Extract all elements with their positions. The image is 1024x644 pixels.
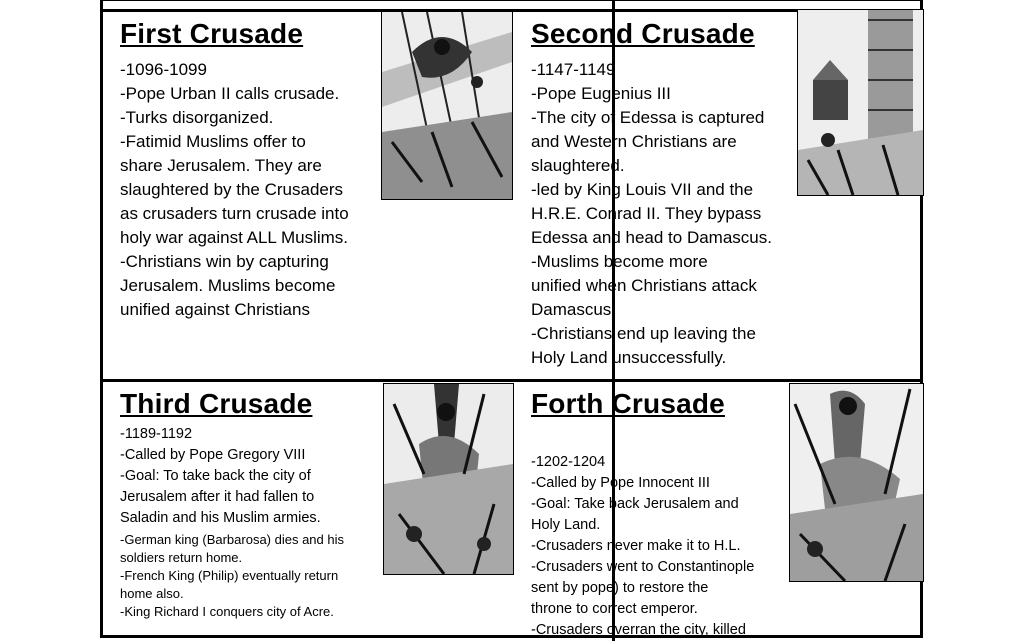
text-line: slaughtered.	[531, 156, 625, 175]
card-first-crusade	[120, 14, 600, 376]
text-line: -Called by Pope Gregory VIII	[120, 447, 306, 463]
knight-battle-illustration-image	[383, 383, 514, 575]
card-text	[120, 424, 600, 529]
text-line: -Goal: To take back the city of	[120, 468, 311, 484]
text-line: holy war against ALL Muslims.	[120, 228, 349, 247]
text-line: -Goal: Take back Jerusalem and	[531, 496, 739, 512]
text-line: throne to correct emperor.	[531, 601, 698, 617]
text-line: as crusaders turn crusade into	[120, 204, 349, 223]
text-line: home also.	[120, 586, 184, 601]
card-third-crusade	[120, 384, 600, 644]
text-line: sent by pope) to restore the	[531, 580, 709, 596]
text-line: unified when Christians attack	[531, 276, 757, 295]
text-line: Damascus.	[531, 300, 617, 319]
text-line: soldiers return home.	[120, 550, 243, 565]
text-line: -led by King Louis VII and the	[531, 180, 754, 199]
text-line: H.R.E. Conrad II. They bypass	[531, 204, 762, 223]
text-line: -King Richard I conquers city of Acre.	[120, 604, 334, 619]
text-line: -The city of Edessa is captured	[531, 108, 765, 127]
battle-illustration-image	[381, 11, 513, 200]
text-line: Edessa and head to Damascus.	[531, 228, 772, 247]
text-line: Holy Land.	[531, 517, 601, 533]
card-text-small	[120, 531, 600, 621]
text-line: -Fatimid Muslims offer to	[120, 132, 306, 151]
text-line: -1202-1204	[531, 454, 606, 470]
text-line: -Christians win by capturing	[120, 252, 329, 271]
text-line: slaughtered by the Crusaders	[120, 180, 344, 199]
text-line: unified against Christians	[120, 300, 310, 319]
text-line: Holy Land unsuccessfully.	[531, 348, 727, 367]
text-line: -1147-1149	[531, 60, 616, 79]
text-line: -French King (Philip) eventually return	[120, 568, 339, 583]
text-line: Saladin and his Muslim armies.	[120, 510, 321, 526]
siege-illustration-image	[797, 9, 924, 196]
card-title: Second Crusade	[531, 18, 755, 49]
text-line: -Turks disorganized.	[120, 108, 274, 127]
text-line: -Pope Eugenius III	[531, 84, 671, 103]
text-line: -Called by Pope Innocent III	[531, 475, 710, 491]
text-line: -Crusaders went to Constantinople	[531, 559, 755, 575]
cavalry-illustration-image	[789, 383, 924, 582]
text-line: -German king (Barbarosa) dies and his	[120, 532, 344, 547]
text-line: -Crusaders never make it to H.L.	[531, 538, 741, 554]
horizontal-divider	[103, 379, 920, 382]
text-line: -1096-1099	[120, 60, 207, 79]
text-line: Jerusalem. Muslims become	[120, 276, 336, 295]
text-line: and Western Christians are	[531, 132, 737, 151]
text-line: -Muslims become more	[531, 252, 708, 271]
card-title: First Crusade	[120, 18, 304, 49]
text-line: -Crusaders overran the city, killed	[531, 622, 746, 638]
card-text	[120, 58, 600, 322]
crusades-grid	[100, 0, 923, 638]
card-title: Forth Crusade	[531, 388, 725, 419]
text-line: -1189-1192	[120, 426, 193, 442]
text-line: Jerusalem after it had fallen to	[120, 489, 315, 505]
text-line: -Pope Urban II calls crusade.	[120, 84, 340, 103]
text-line: share Jerusalem. They are	[120, 156, 322, 175]
text-line: -Christians end up leaving the	[531, 324, 756, 343]
card-title: Third Crusade	[120, 388, 313, 419]
